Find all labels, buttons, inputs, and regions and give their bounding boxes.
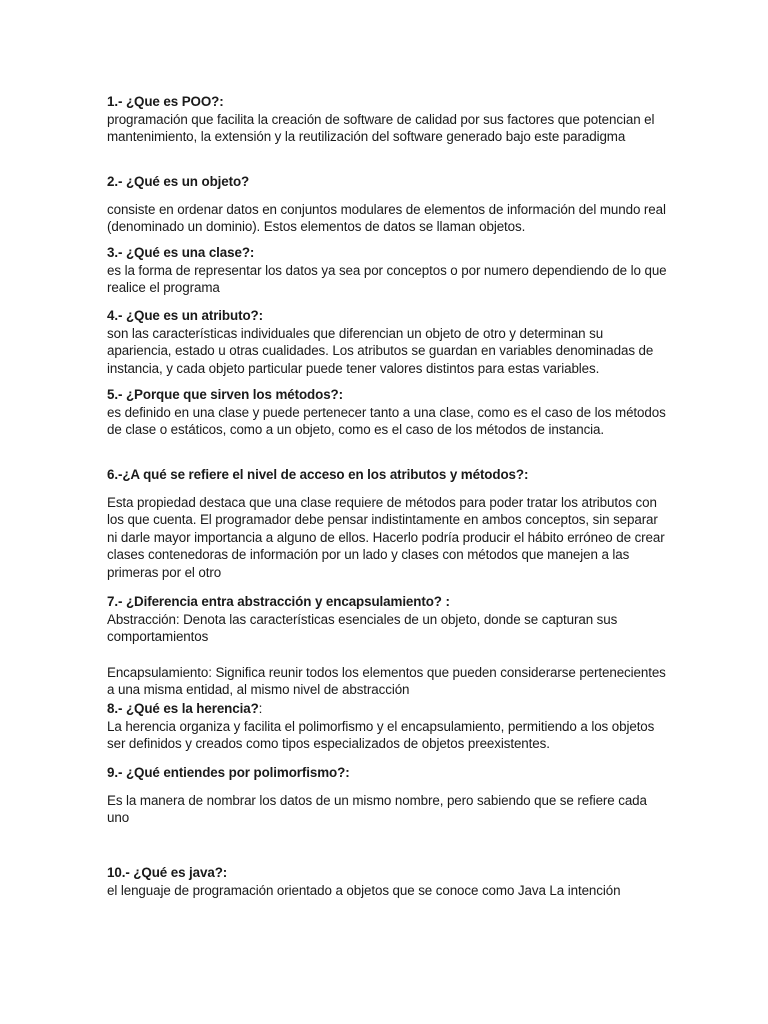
question-1: [107, 93, 667, 146]
question-3: [107, 244, 667, 297]
answer-paragraph: La herencia organiza y facilita el polimorfismo y el encapsulamiento, permitiendo a los objetos ser definidos y creados como tipos especializados de objetos preexistentes.: [107, 718, 655, 751]
question-6: [107, 466, 667, 581]
question-title: 2.- ¿Qué es un objeto?: [107, 174, 250, 189]
question-8: [107, 700, 667, 753]
question-title: 5.- ¿Porque que sirven los métodos?:: [107, 387, 343, 402]
question-title: 6.-¿A qué se refiere el nivel de acceso en los atributos y métodos?:: [107, 467, 529, 482]
answer-paragraph: Es la manera de nombrar los datos de un mismo nombre, pero sabiendo que se refiere cada uno: [107, 792, 647, 825]
question-title: 1.- ¿Que es POO?:: [107, 94, 224, 109]
question-4: [107, 307, 667, 377]
answer-paragraph: Esta propiedad destaca que una clase requiere de métodos para poder tratar los atributos con los que cuenta. El programador debe pensar indistintamente en ambos conceptos, sin separar ni darle mayor importancia a alguno de ellos. Hacerlo podría producir el hábito erróneo de crear clases contenedoras de información por un lado y clases con métodos que manejen a las primeras por el otro: [107, 494, 665, 580]
question-2: [107, 173, 667, 236]
answer-paragraph: son las características individuales que diferencian un objeto de otro y determinan su apariencia, estado u otras cualidades. Los atributos se guardan en variables denominadas de instancia, y cada objeto particular puede tener valores distintos para estas variables.: [107, 325, 654, 376]
question-title: 7.- ¿Diferencia entra abstracción y encapsulamiento? :: [107, 594, 450, 609]
question-title: 10.- ¿Qué es java?:: [107, 865, 228, 880]
question-title: 9.- ¿Qué entiendes por polimorfismo?:: [107, 765, 350, 780]
answer-paragraph: es la forma de representar los datos ya sea por conceptos o por numero dependiendo de lo que realice el programa: [107, 262, 667, 295]
question-5: [107, 386, 667, 439]
answer-paragraph: Encapsulamiento: Significa reunir todos los elementos que pueden considerarse pertenecientes a una misma entidad, al mismo nivel de abstracción: [107, 664, 666, 697]
question-title: 3.- ¿Qué es una clase?:: [107, 245, 255, 260]
question-10: [107, 864, 667, 899]
question-7: [107, 593, 667, 699]
answer-paragraph: Abstracción: Denota las características esenciales de un objeto, donde se capturan sus comportamientos: [107, 611, 618, 644]
question-title: 8.- ¿Qué es la herencia?:: [107, 701, 263, 716]
answer-paragraph: el lenguaje de programación orientado a objetos que se conoce como Java La intención: [107, 882, 621, 898]
answer-paragraph: programación que facilita la creación de software de calidad por sus factores que potencian el mantenimiento, la extensión y la reutilización del software generado bajo este paradigma: [107, 111, 655, 144]
answer-paragraph: es definido en una clase y puede pertenecer tanto a una clase, como es el caso de los métodos de clase o estáticos, como a un objeto, como es el caso de los métodos de instancia.: [107, 404, 666, 437]
question-title: 4.- ¿Que es un atributo?:: [107, 308, 263, 323]
question-9: [107, 764, 667, 827]
answer-paragraph: consiste en ordenar datos en conjuntos modulares de elementos de información del mundo real (denominado un dominio). Estos elementos de datos se llaman objetos.: [107, 201, 666, 234]
